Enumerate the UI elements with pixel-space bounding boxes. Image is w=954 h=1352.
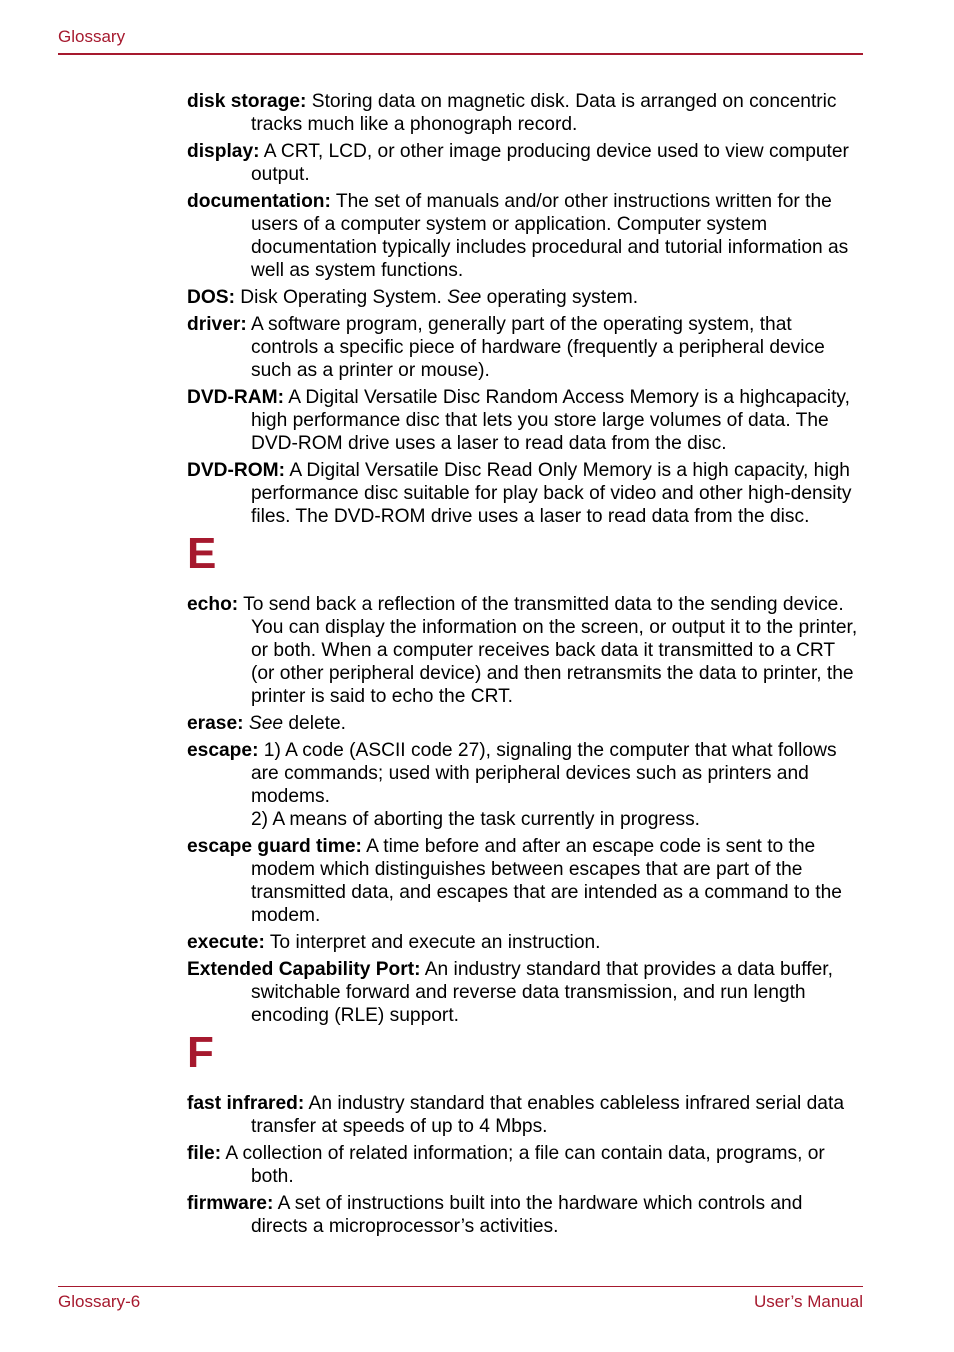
footer-divider: [58, 1286, 863, 1287]
definition-continuation: 2) A means of aborting the task currently in progress.: [251, 809, 701, 830]
glossary-entry: [187, 140, 863, 186]
glossary-definition: A Digital Versatile Disc Read Only Memory is a high capacity, high performance disc suitable for play back of video and other high-density files. The DVD-ROM drive uses a laser to read data from the disc.: [251, 460, 857, 527]
see-reference: See: [447, 287, 482, 308]
glossary-entry: [187, 459, 863, 528]
running-header: Glossary: [58, 27, 126, 46]
glossary-entry: [187, 1192, 863, 1238]
glossary-entry: [187, 190, 863, 282]
glossary-term: erase:: [187, 713, 244, 734]
glossary-definition: Storing data on magnetic disk. Data is arranged on concentric tracks much like a phonograph record.: [251, 91, 842, 135]
glossary-entry: [187, 958, 863, 1027]
glossary-definition: The set of manuals and/or other instructions written for the users of a computer system or application. Computer system documentation typically includes procedural and tutorial information as well as system functions.: [251, 191, 854, 281]
glossary-entry: [187, 712, 863, 735]
glossary-definition: A CRT, LCD, or other image producing device used to view computer output.: [251, 141, 855, 185]
glossary-definition: To send back a reflection of the transmitted data to the sending device. You can display the information on the screen, or output it to the printer, or both. When a computer receives back data it transmitted to a CRT (or other peripheral device) and then retransmits the data to printer, the printer is said to echo the CRT.: [238, 594, 863, 707]
glossary-entry: [187, 931, 863, 954]
glossary-term: DVD-ROM:: [187, 460, 286, 481]
glossary-definition: A time before and after an escape code is sent to the modem which distinguishes between escapes that are part of the transmitted data, and escapes that are intended as a command to the modem.: [251, 836, 848, 926]
glossary-term: display:: [187, 141, 260, 162]
entries-d: [187, 90, 863, 528]
manual-title: User’s Manual: [754, 1292, 863, 1311]
glossary-entry: [187, 386, 863, 455]
glossary-entry: [187, 1092, 863, 1138]
section-letter-f: F: [187, 1028, 214, 1077]
glossary-entry: [187, 1142, 863, 1188]
see-target: delete.: [283, 713, 346, 734]
glossary-entry: [187, 313, 863, 382]
entries-f: [187, 1092, 863, 1238]
glossary-content: [187, 90, 863, 1242]
entries-e: [187, 593, 863, 1027]
glossary-term: documentation:: [187, 191, 331, 212]
glossary-term: file:: [187, 1143, 222, 1164]
see-target: operating system.: [481, 287, 639, 308]
glossary-term: DOS:: [187, 287, 235, 308]
glossary-entry: [187, 739, 863, 831]
glossary-entry: [187, 835, 863, 927]
glossary-definition: 1) A code (ASCII code 27), signaling the computer that what follows are commands; used with peripheral devices such as printers and modems.: [251, 740, 842, 807]
section-letter-e: E: [187, 529, 217, 578]
header-divider: [58, 53, 863, 55]
page-number: Glossary-6: [58, 1292, 141, 1311]
glossary-definition: A Digital Versatile Disc Random Access Memory is a highcapacity, high performance disc that lets you store large volumes of data. The DVD-ROM drive uses a laser to read data from the disc.: [251, 387, 856, 454]
glossary-term: Extended Capability Port:: [187, 959, 421, 980]
glossary-entry: [187, 90, 863, 136]
glossary-term: DVD-RAM:: [187, 387, 284, 408]
glossary-term: escape guard time:: [187, 836, 362, 857]
glossary-entry: [187, 593, 863, 708]
glossary-term: firmware:: [187, 1193, 274, 1214]
glossary-definition: A software program, generally part of the operating system, that controls a specific piece of hardware (frequently a peripheral device such as a printer or mouse).: [246, 314, 831, 381]
glossary-definition: To interpret and execute an instruction.: [264, 932, 601, 953]
glossary-term: escape:: [187, 740, 259, 761]
glossary-term: fast infrared:: [187, 1093, 305, 1114]
see-reference: See: [248, 713, 284, 734]
glossary-term: echo:: [187, 594, 239, 615]
glossary-definition: A collection of related information; a file can contain data, programs, or both.: [221, 1143, 831, 1187]
glossary-term: disk storage:: [187, 91, 307, 112]
glossary-definition: An industry standard that enables cableless infrared serial data transfer at speeds of up to 4 Mbps.: [251, 1093, 850, 1137]
glossary-term: execute:: [187, 932, 265, 953]
glossary-definition: A set of instructions built into the hardware which controls and directs a microprocessor’s activities.: [251, 1193, 808, 1237]
glossary-entry: [187, 286, 863, 309]
glossary-definition: An industry standard that provides a data buffer, switchable forward and reverse data transmission, and run length encoding (RLE) support.: [251, 959, 839, 1026]
glossary-term: driver:: [187, 314, 247, 335]
glossary-definition: Disk Operating System.: [234, 287, 448, 308]
